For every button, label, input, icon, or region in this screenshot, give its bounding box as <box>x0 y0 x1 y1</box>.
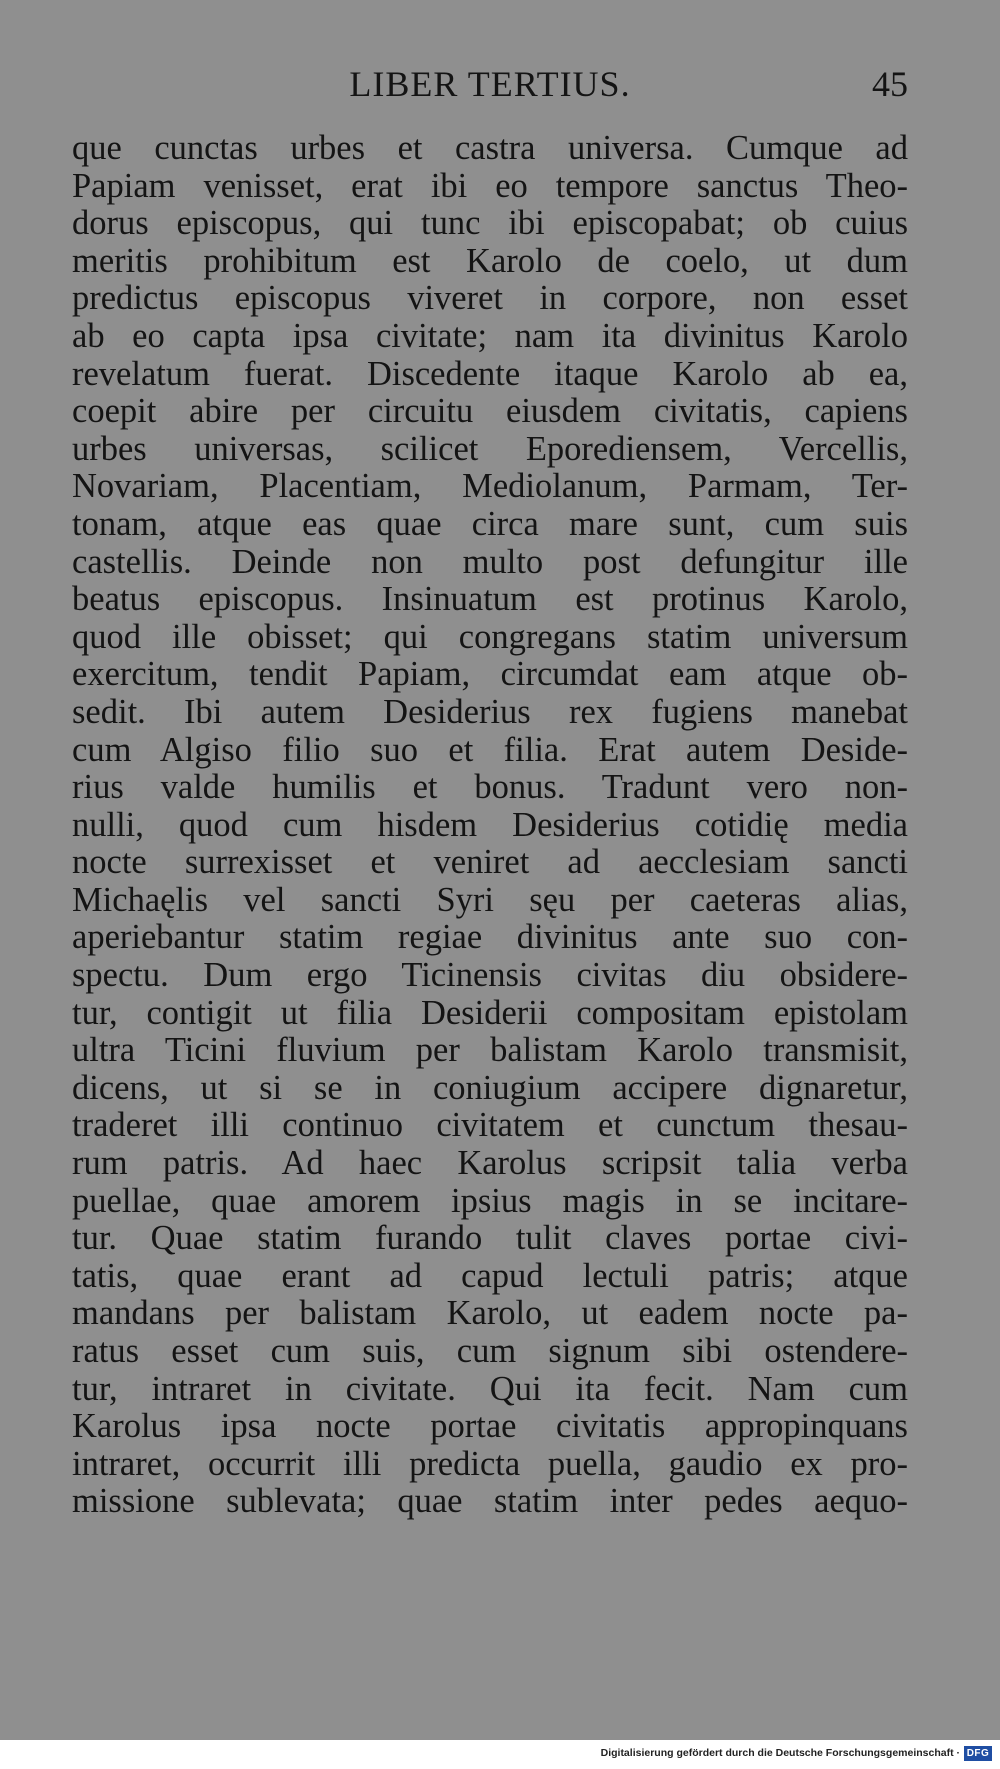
text-line: beatus episcopus. Insinuatum est protinus Karolo, <box>72 581 908 619</box>
text-line: tur, intraret in civitate. Qui ita fecit. Nam cum <box>72 1370 908 1408</box>
text-line: spectu. Dum ergo Ticinensis civitas diu obsidere- <box>72 957 908 995</box>
text-line: puellae, quae amorem ipsius magis in se incitare- <box>72 1182 908 1220</box>
text-line: Karolus ipsa nocte portae civitatis appropinquans <box>72 1408 908 1446</box>
text-line: cum Algiso filio suo et filia. Erat autem Deside- <box>72 731 908 769</box>
text-line: dicens, ut si se in coniugium accipere dignaretur, <box>72 1069 908 1107</box>
text-line: exercitum, tendit Papiam, circumdat eam atque ob- <box>72 656 908 694</box>
dfg-logo-icon: DFG <box>964 1746 992 1761</box>
text-line: nocte surrexisset et veniret ad aecclesiam sancti <box>72 844 908 882</box>
text-line: castellis. Deinde non multo post defungitur ille <box>72 543 908 581</box>
text-line: tur. Quae statim furando tulit claves portae civi- <box>72 1220 908 1258</box>
text-line: sedit. Ibi autem Desiderius rex fugiens manebat <box>72 693 908 731</box>
text-line: ultra Ticini fluvium per balistam Karolo transmisit, <box>72 1032 908 1070</box>
text-line: intraret, occurrit illi predicta puella, gaudio ex pro- <box>72 1445 908 1483</box>
text-line: rum patris. Ad haec Karolus scripsit talia verba <box>72 1145 908 1183</box>
text-line: que cunctas urbes et castra universa. Cumque ad <box>72 130 908 167</box>
text-line: quod ille obisset; qui congregans statim universum <box>72 618 908 656</box>
text-line: urbes universas, scilicet Eporediensem, Vercellis, <box>72 430 908 468</box>
text-line: dorus episcopus, qui tunc ibi episcopabat; ob cuius <box>72 205 908 243</box>
page-number: 45 <box>872 64 908 104</box>
text-line: aperiebantur statim regiae divinitus ante suo con- <box>72 919 908 957</box>
text-line: mandans per balistam Karolo, ut eadem nocte pa- <box>72 1295 908 1333</box>
text-line: ratus esset cum suis, cum signum sibi ostendere- <box>72 1333 908 1370</box>
text-line: tatis, quae erant ad capud lectuli patris; atque <box>72 1257 908 1295</box>
text-line: Novariam, Placentiam, Mediolanum, Parmam, Ter- <box>72 468 908 506</box>
text-line: traderet illi continuo civitatem et cunctum thesau- <box>72 1107 908 1145</box>
running-title: LIBER TERTIUS. <box>349 64 631 104</box>
text-line: meritis prohibitum est Karolo de coelo, ut dum <box>72 242 908 280</box>
text-line: tur, contigit ut filia Desiderii compositam epistolam <box>72 994 908 1032</box>
text-line: missione sublevata; quae statim inter pedes aequo- <box>72 1483 908 1521</box>
body-text <box>72 130 908 1521</box>
funding-credit: Digitalisierung gefördert durch die Deutsche Forschungsgemeinschaft · <box>600 1747 960 1759</box>
text-line: tonam, atque eas quae circa mare sunt, cum suis <box>72 505 908 543</box>
text-line: Michaęlis vel sancti Syri sęu per caeteras alias, <box>72 881 908 919</box>
text-line: rius valde humilis et bonus. Tradunt vero non- <box>72 769 908 807</box>
text-line: revelatum fuerat. Discedente itaque Karolo ab ea, <box>72 355 908 393</box>
text-line: ab eo capta ipsa civitate; nam ita divinitus Karolo <box>72 317 908 355</box>
text-line: nulli, quod cum hisdem Desiderius cotidię media <box>72 806 908 844</box>
footer-bar <box>0 1740 1000 1769</box>
text-line: predictus episcopus viveret in corpore, non esset <box>72 280 908 318</box>
text-line: Papiam venisset, erat ibi eo tempore sanctus Theo- <box>72 167 908 205</box>
text-line: coepit abire per circuitu eiusdem civitatis, capiens <box>72 393 908 431</box>
running-head <box>72 62 908 106</box>
